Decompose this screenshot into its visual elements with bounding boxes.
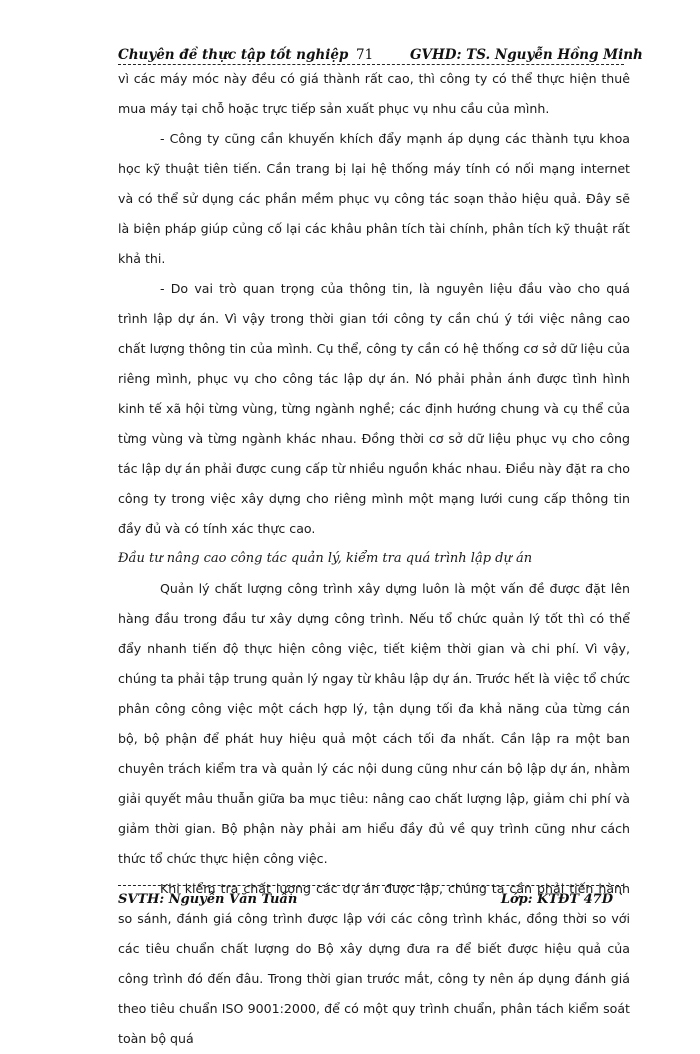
header-advisor: GVHD: TS. Nguyễn Hồng Minh	[410, 47, 643, 63]
paragraph-technology: - Công ty cũng cần khuyến khích đẩy mạnh áp dụng các thành tựu khoa học kỹ thuật tiên tiến. Cần trang bị lại hệ thống máy tính có nối mạng internet và có thể sử dụng các phần mềm phục vụ công tác soạn thảo hiệu quả. Đây sẽ là biện pháp giúp củng cố lại các khâu phân tích tài chính, phân tích kỹ thuật rất khả thi.	[118, 131, 630, 266]
footer-class: Lớp: KTĐT 47D `	[500, 892, 624, 907]
paragraph-quality-management: Quản lý chất lượng công trình xây dựng luôn là một vấn đề được đặt lên hàng đầu trong đầu tư xây dựng công trình. Nếu tổ chức quản lý tốt thì có thể đẩy nhanh tiến độ thực hiện công việc, tiết kiệm thời gian và chi phí. Vì vậy, chúng ta phải tập trung quản lý ngay từ khâu lập dự án. Trước hết là việc tổ chức phân công công việc một cách hợp lý, tận dụng tối đa khả năng của từng cán bộ, bộ phận để phát huy hiệu quả một cách tối đa nhất. Cần lập ra một ban chuyên trách kiểm tra và quản lý các nội dung cũng như cán bộ lập dự án, nhằm giải quyết mâu thuẫn giữa ba mục tiêu: nâng cao chất lượng lập, giảm chi phí và giảm thời gian. Bộ phận này phải am hiểu đầy đủ về quy trình cũng như cách thức tổ chức thực hiện công việc.	[118, 581, 630, 866]
header-topic: Chuyên đề thực tập tốt nghiệp	[118, 47, 349, 63]
footer-student: SVTH: Nguyễn Văn Tuấn	[118, 892, 298, 907]
paragraph-information: - Do vai trò quan trọng của thông tin, là nguyên liệu đầu vào cho quá trình lập dự án. Vì vậy trong thời gian tới công ty cần chú ý tới việc nâng cao chất lượng thông tin của mình. Cụ thể, công ty cần có hệ thống cơ sở dữ liệu của riêng mình, phục vụ cho công tác lập dự án. Nó phải phản ánh được tình hình kinh tế xã hội từng vùng, từng ngành nghề; các định hướng chung và cụ thể của từng vùng và từng ngành khác nhau. Đồng thời cơ sở dữ liệu phục vụ cho công tác lập dự án phải được cung cấp từ nhiều nguồn khác nhau. Điều này đặt ra cho công ty trong việc xây dựng cho riêng mình một mạng lưới cung cấp thông tin đầy đủ và có tính xác thực cao.	[118, 281, 630, 536]
footer-divider	[118, 885, 624, 886]
paragraph-quality-inspection: Khi kiểm tra chất lượng các dự án được lập, chúng ta cần phải tiến hành so sánh, đánh giá công trình được lập với các công trình khác, đồng thời so với các tiêu chuẩn chất lượng do Bộ xây dựng đưa ra để biết được hiệu quả của công trình đó đến đâu. Trong thời gian trước mắt, công ty nên áp dụng đánh giá theo tiêu chuẩn ISO 9001:2000, để có một quy trình chuẩn, phân tách kiểm soát toàn bộ quá	[118, 881, 630, 1046]
paragraph-continued: vì các máy móc này đều có giá thành rất cao, thì công ty có thể thực hiện thuê mua máy tại chỗ hoặc trực tiếp sản xuất phục vụ nhu cầu của mình.	[118, 71, 630, 116]
section-subheading: Đầu tư nâng cao công tác quản lý, kiểm tra quá trình lập dự án	[118, 551, 533, 566]
page-number: 71	[356, 47, 374, 63]
